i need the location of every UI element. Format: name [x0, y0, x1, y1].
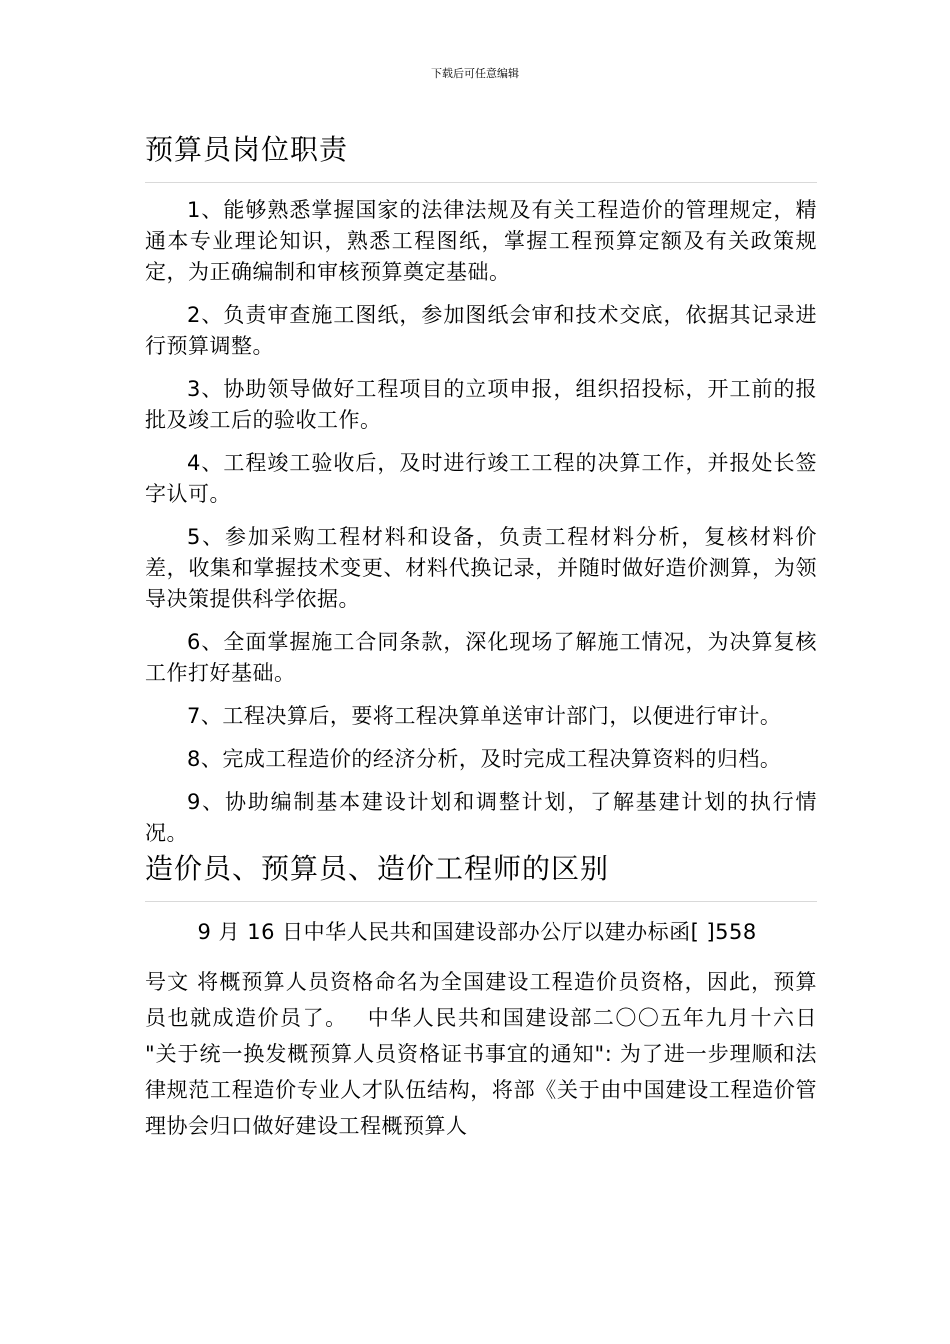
duty-item-8: 8、完成工程造价的经济分析，及时完成工程决算资料的归档。 — [187, 747, 782, 771]
duty-item-2: 2、负责审查施工图纸，参加图纸会审和技术交底，依据其记录进行预算调整。 — [145, 303, 817, 358]
header-note: 下载后可任意编辑 — [431, 67, 519, 80]
difference-paragraph-first-line: 9 月 16 日中华人民共和国建设部办公厅以建办标函[ ]558 — [197, 920, 757, 944]
difference-paragraph — [145, 914, 817, 1144]
duty-item-1: 1、能够熟悉掌握国家的法律法规及有关工程造价的管理规定，精通本专业理论知识，熟悉工程图纸，掌握工程预算定额及有关政策规定，为正确编制和审核预算奠定基础。 — [145, 198, 817, 284]
section-title-difference: 造价员、预算员、造价工程师的区别 — [145, 852, 610, 885]
difference-paragraph-body: 号文 将概预算人员资格命名为全国建设工程造价员资格，因此，预算员也就成造价员了。 中华人民共和国建设部二〇〇五年九月十六日 "关于统一换发概预算人员资格证书事宜的通知": 为了进一步理顺和法律规范工程造价专业人才队伍结构，将部《关于由中国建设工程造价管理协会归口做好建设工程概预算人 — [145, 970, 817, 1138]
duty-item-6: 6、全面掌握施工合同条款，深化现场了解施工情况，为决算复核工作打好基础。 — [145, 630, 817, 685]
duty-item-5: 5、参加采购工程材料和设备，负责工程材料分析，复核材料价差，收集和掌握技术变更、材料代换记录，并随时做好造价测算，为领导决策提供科学依据。 — [145, 525, 817, 611]
title-divider — [145, 182, 817, 183]
section-difference — [145, 847, 817, 1144]
duty-item-3: 3、协助领导做好工程项目的立项申报，组织招投标，开工前的报批及竣工后的验收工作。 — [145, 377, 817, 432]
title-divider — [145, 901, 817, 902]
duty-item-4: 4、工程竣工验收后，及时进行竣工工程的决算工作，并报处长签字认可。 — [145, 451, 817, 506]
duty-item-9: 9、协助编制基本建设计划和调整计划，了解基建计划的执行情况。 — [145, 790, 817, 845]
document-body — [145, 128, 817, 1144]
section-title-duties: 预算员岗位职责 — [145, 133, 349, 166]
duty-item-7: 7、工程决算后，要将工程决算单送审计部门，以便进行审计。 — [187, 704, 782, 728]
